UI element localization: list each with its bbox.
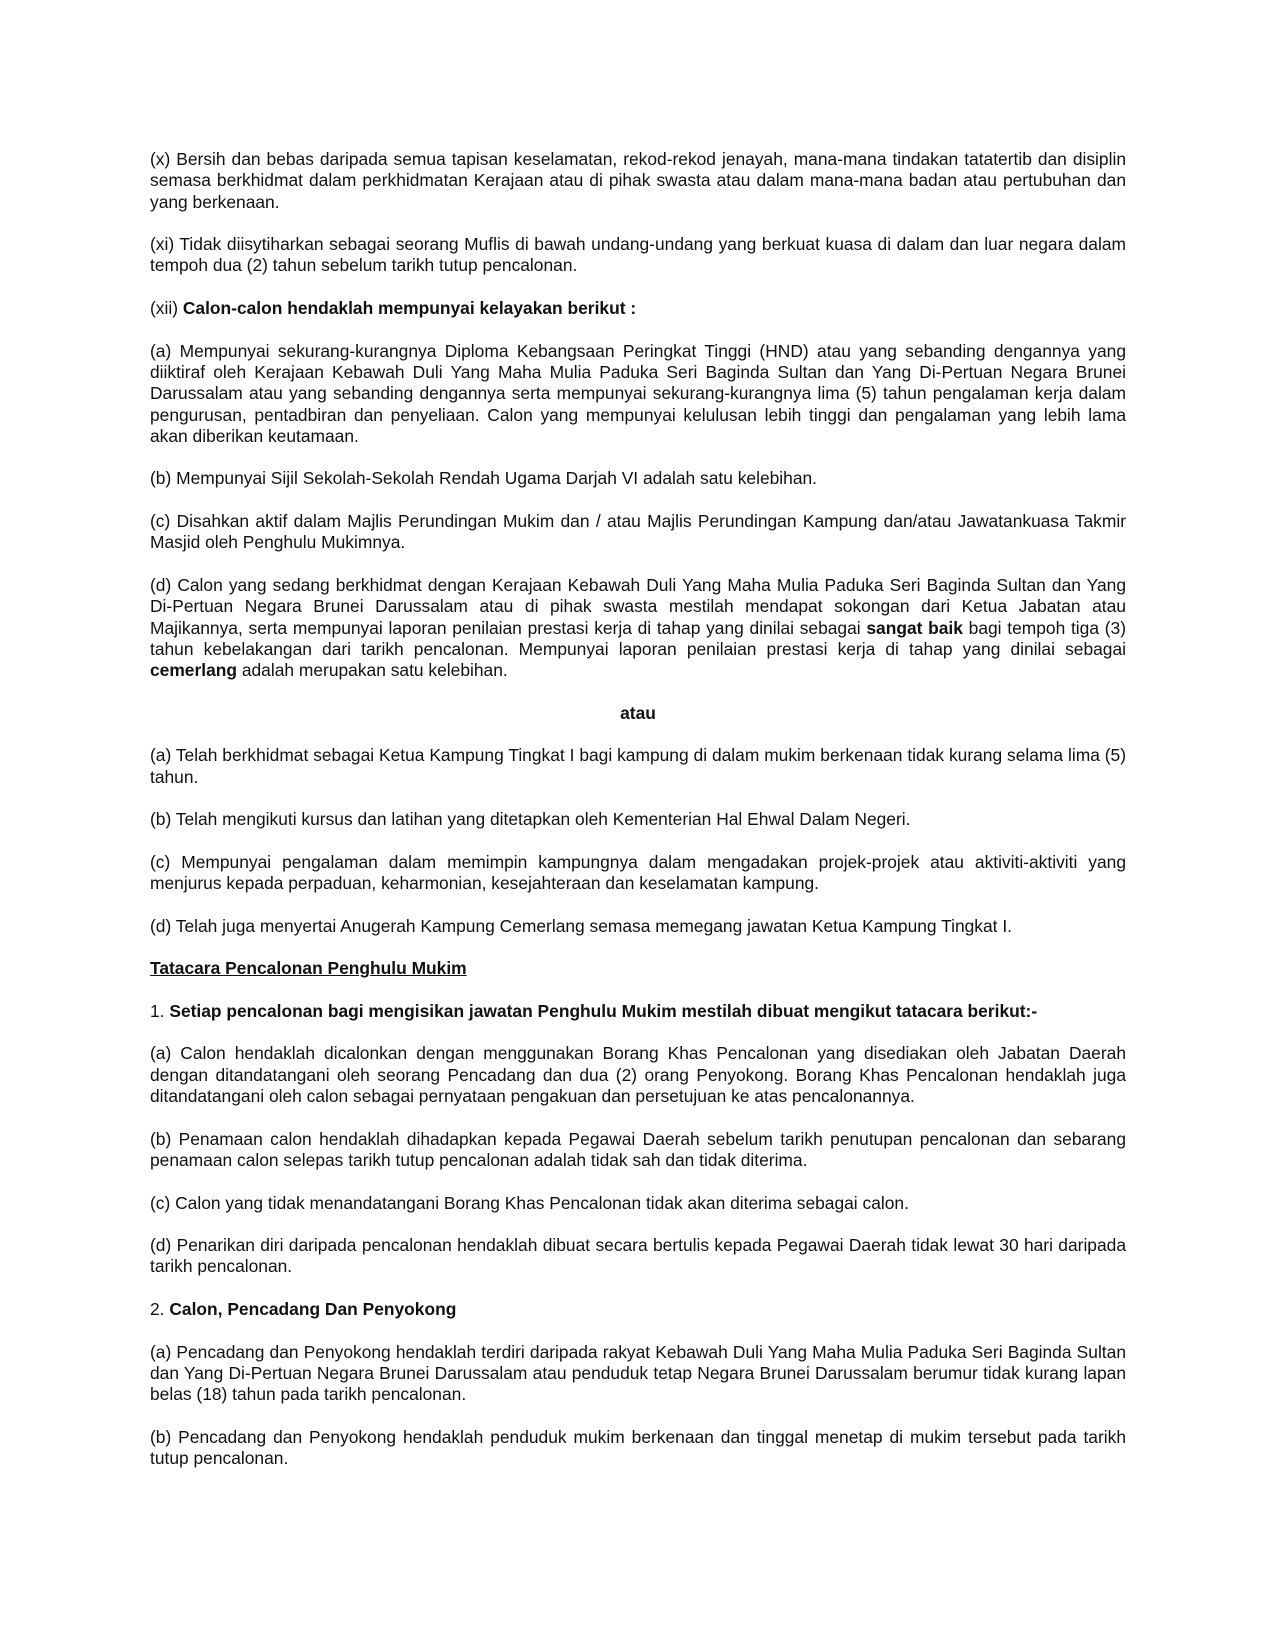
qualification-b1: (b) Mempunyai Sijil Sekolah-Sekolah Rendah Ugama Darjah VI adalah satu kelebihan. <box>150 468 818 489</box>
paragraph-xi: (xi) Tidak diisytiharkan sebagai seorang Muflis di bawah undang-undang yang berkuat kuasa di dalam dan luar negara dalam tempoh dua (2) tahun sebelum tarikh tutup pencalonan. <box>150 234 1126 276</box>
qualification-b2: (b) Telah mengikuti kursus dan latihan yang ditetapkan oleh Kementerian Hal Ehwal Dalam Negeri. <box>150 809 911 830</box>
step-1-title: 1. Setiap pencalonan bagi mengisikan jawatan Penghulu Mukim mestilah dibuat mengikut tatacara berikut:- <box>150 1000 1038 1021</box>
step-1-item-b: (b) Penamaan calon hendaklah dihadapkan kepada Pegawai Daerah sebelum tarikh penutupan pencalonan dan sebarang penamaan calon selepas tarikh tutup pencalonan adalah tidak sah dan tidak diterima. <box>150 1128 1126 1170</box>
step-2-item-a: (a) Pencadang dan Penyokong hendaklah terdiri daripada rakyat Kebawah Duli Yang Maha Mulia Paduka Seri Baginda Sultan dan Yang Di-Pertuan Negara Brunei Darussalam atau penduduk tetap Negara Brunei Darussalam berumur tidak kurang lapan belas (18) tahun pada tarikh pencalonan. <box>150 1341 1126 1405</box>
emphasis-text: cemerlang <box>150 660 237 681</box>
qualification-c1: (c) Disahkan aktif dalam Majlis Perundingan Mukim dan / atau Majlis Perundingan Kampung dan/atau Jawatankuasa Takmir Masjid oleh Penghulu Mukimnya. <box>150 511 1126 553</box>
section-number: (xii) <box>150 298 183 319</box>
step-1-item-d: (d) Penarikan diri daripada pencalonan hendaklah dibuat secara bertulis kepada Pegawai Daerah tidak lewat 30 hari daripada tarikh pencalonan. <box>150 1235 1126 1277</box>
section-title: Calon-calon hendaklah mempunyai kelayakan berikut : <box>182 298 637 319</box>
qualification-a2: (a) Telah berkhidmat sebagai Ketua Kampung Tingkat I bagi kampung di dalam mukim berkenaan tidak kurang selama lima (5) tahun. <box>150 745 1126 787</box>
qualification-d1: (d) Calon yang sedang berkhidmat dengan Kerajaan Kebawah Duli Yang Maha Mulia Paduka Seri Baginda Sultan dan Yang Di-Pertuan Negara Brunei Darussalam atau di pihak swasta mestilah mendapat sokongan dari Ketua Jabatan atau Majikannya, serta mempunyai laporan penilaian prestasi kerja di tahap yang dinilai sebagai sangat baik bagi tempoh tiga (3) tahun kebelakangan dari tarikh pencalonan. Mempunyai laporan penilaian prestasi kerja di tahap yang dinilai sebagai cemerlang adalah merupakan satu kelebihan. <box>150 574 1126 681</box>
emphasis-text: sangat baik <box>866 617 963 638</box>
qualification-a1: (a) Mempunyai sekurang-kurangnya Diploma Kebangsaan Peringkat Tinggi (HND) atau yang sebanding dengannya yang diiktiraf oleh Kerajaan Kebawah Duli Yang Maha Mulia Paduka Seri Baginda Sultan dan Yang Di-Pertuan Negara Brunei Darussalam atau yang sebanding dengannya serta mempunyai sekurang-kurangnya lima (5) tahun pengalaman kerja dalam pengurusan, pentadbiran dan penyeliaan. Calon yang mempunyai kelulusan lebih tinggi dan pengalaman yang lebih lama akan diberikan keutamaan. <box>150 340 1126 446</box>
separator-atau: atau <box>620 702 656 723</box>
paragraph-xii <box>150 298 1126 319</box>
step-1-item-a: (a) Calon hendaklah dicalonkan dengan menggunakan Borang Khas Pencalonan yang disediakan oleh Jabatan Daerah dengan ditandatangani oleh seorang Pencadang dan dua (2) orang Penyokong. Borang Khas Pencalonan hendaklah juga ditandatangani oleh calon sebagai pernyataan pengakuan dan persetujuan ke atas pencalonannya. <box>150 1043 1126 1107</box>
step-2-item-b: (b) Pencadang dan Penyokong hendaklah penduduk mukim berkenaan dan tinggal menetap di mukim tersebut pada tarikh tutup pencalonan. <box>150 1426 1126 1469</box>
step-2-title: 2. Calon, Pencadang Dan Penyokong <box>150 1299 457 1320</box>
step-1-item-c: (c) Calon yang tidak menandatangani Borang Khas Pencalonan tidak akan diterima sebagai calon. <box>150 1192 909 1213</box>
document-page <box>150 149 1126 1491</box>
paragraph-x: (x) Bersih dan bebas daripada semua tapisan keselamatan, rekod-rekod jenayah, mana-mana tindakan tatatertib dan disiplin semasa berkhidmat dalam perkhidmatan Kerajaan atau di pihak swasta atau dalam mana-mana badan atau pertubuhan dan yang berkenaan. <box>150 149 1126 212</box>
qualification-c2: (c) Mempunyai pengalaman dalam memimpin kampungnya dalam mengadakan projek-projek atau aktiviti-aktiviti yang menjurus kepada perpaduan, keharmonian, kesejahteraan dan keselamatan kampung. <box>150 851 1126 894</box>
section-heading: Tatacara Pencalonan Penghulu Mukim <box>150 958 467 979</box>
qualification-d2: (d) Telah juga menyertai Anugerah Kampung Cemerlang semasa memegang jawatan Ketua Kampung Tingkat I. <box>150 915 1012 936</box>
